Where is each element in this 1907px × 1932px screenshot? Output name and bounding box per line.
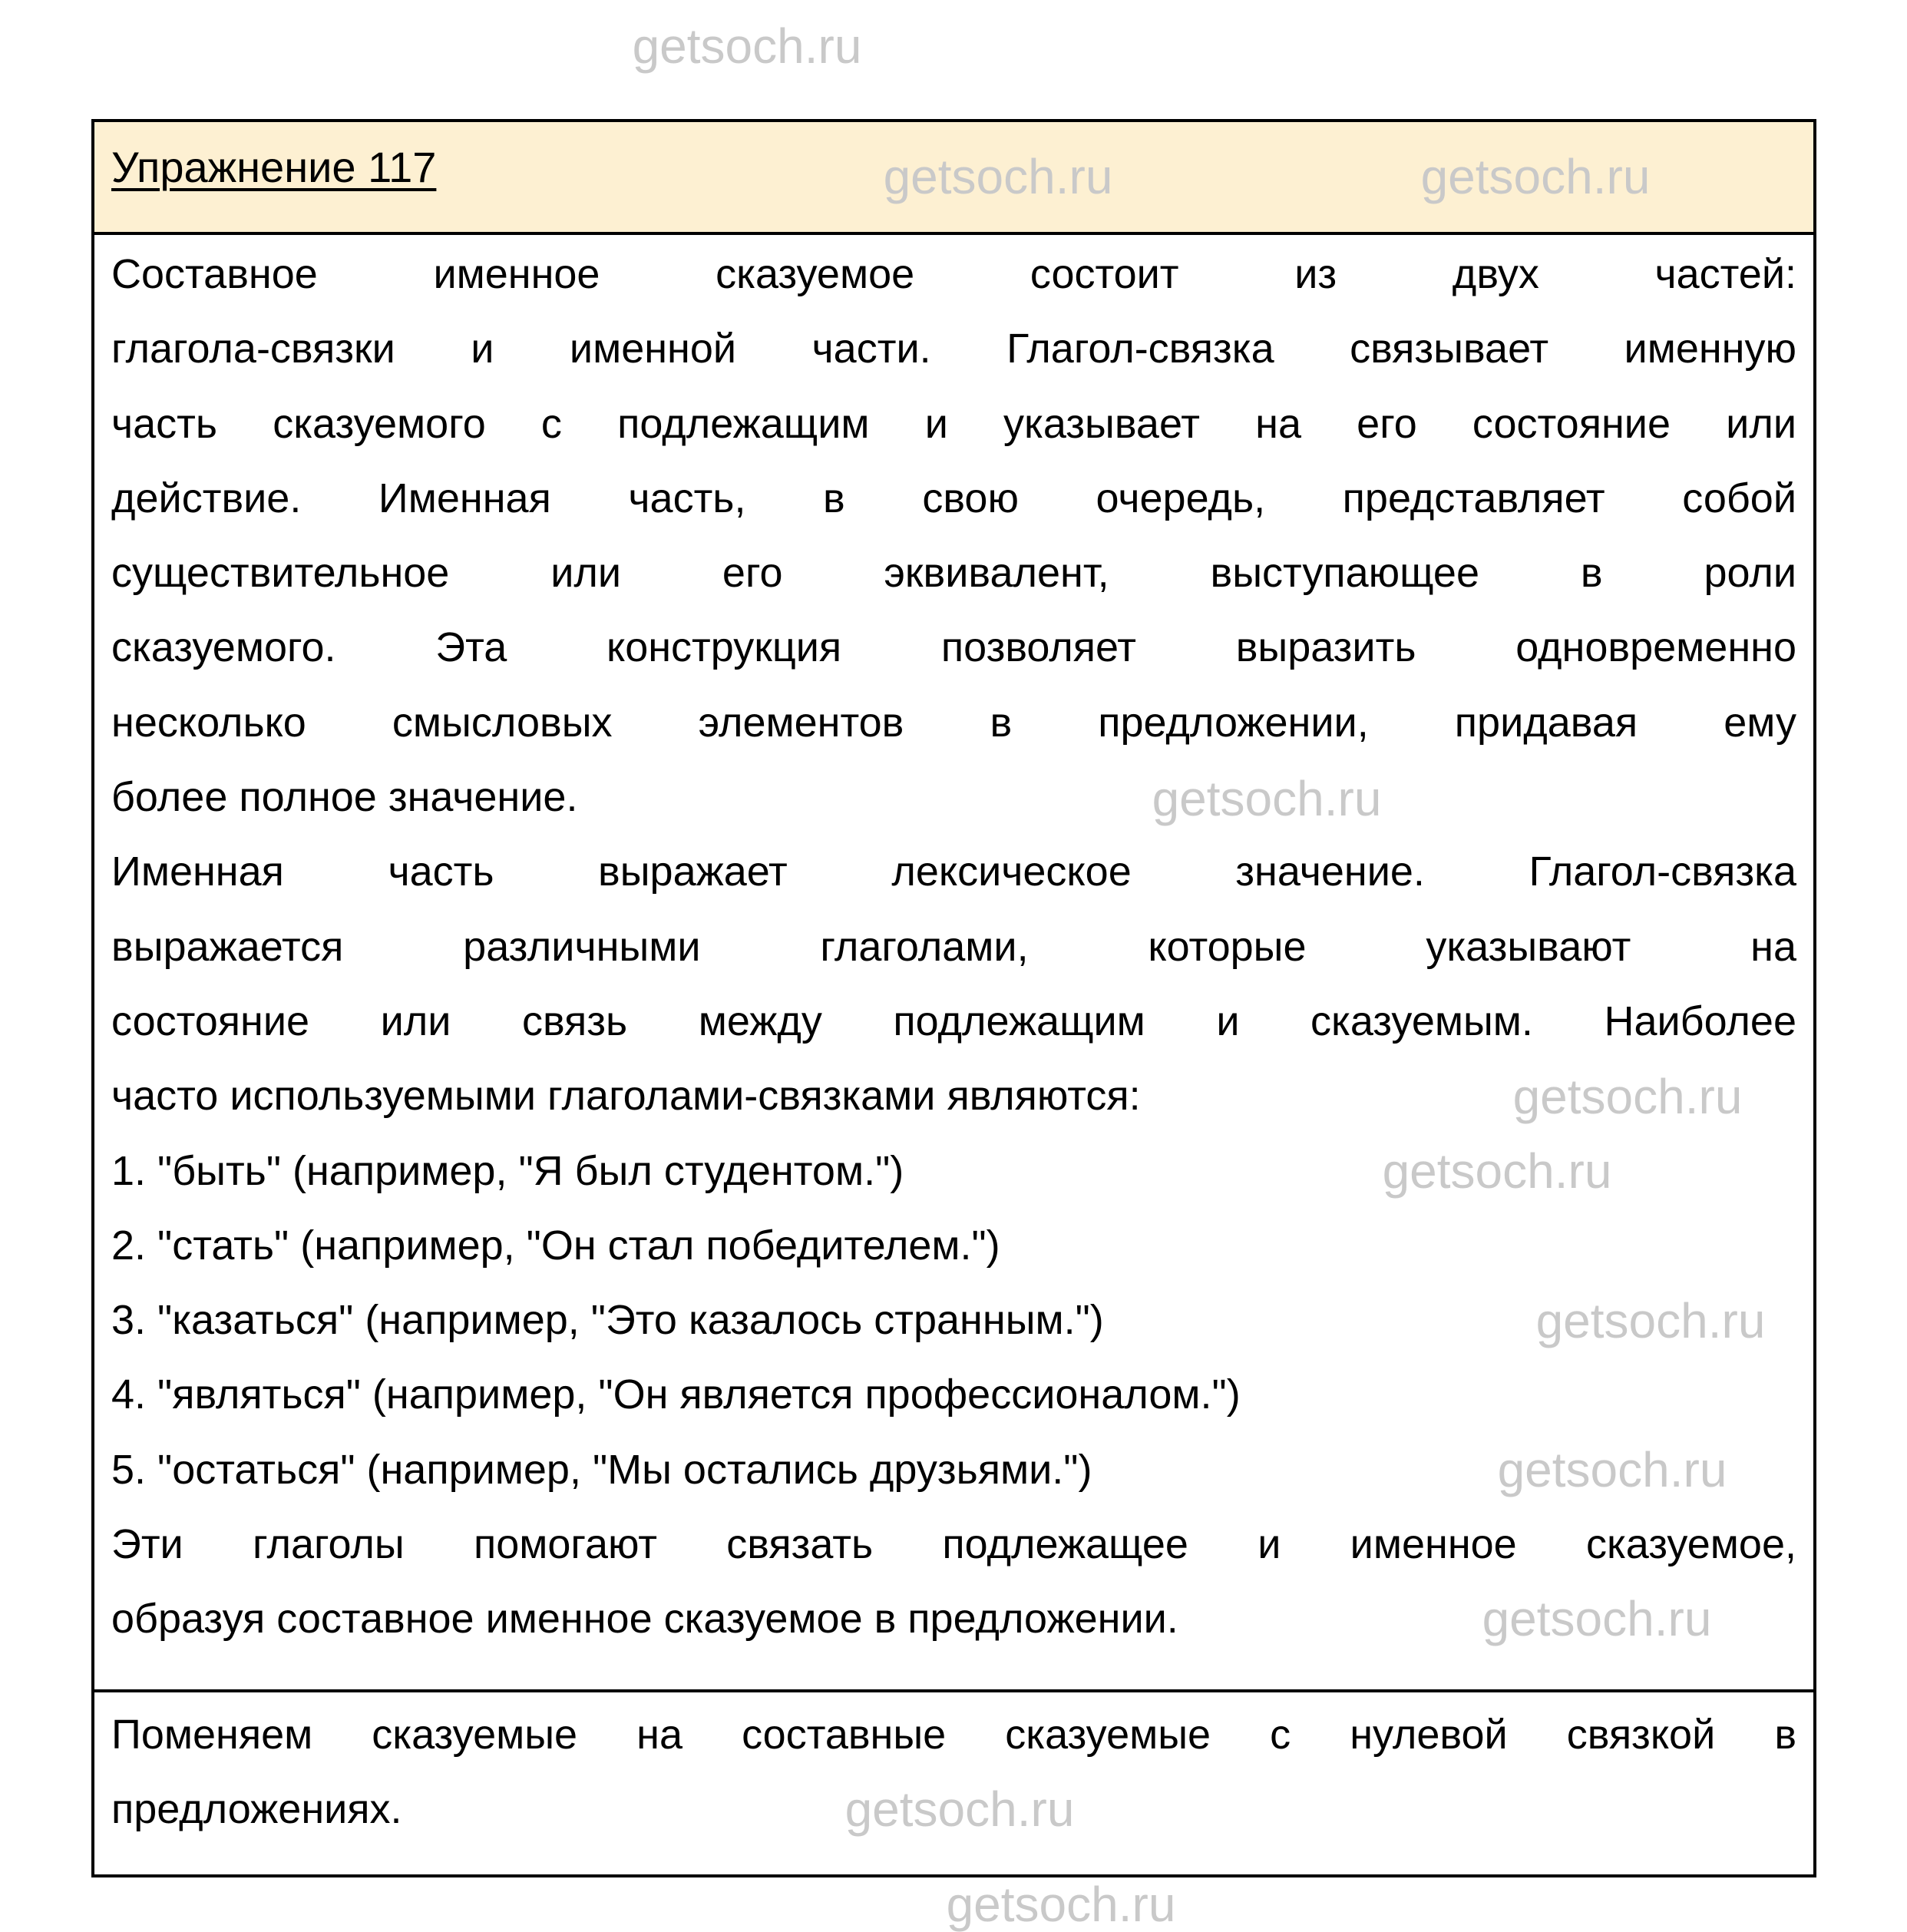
exercise-header xyxy=(94,122,1813,235)
text-line: 1. "быть" (например, "Я был студентом.") xyxy=(111,1147,904,1194)
text-line: более полное значение. xyxy=(111,774,578,821)
text-line: состояние или связь между подлежащим и сказуемым. Наиболее xyxy=(111,997,1796,1044)
watermark: getsoch.ru xyxy=(632,18,862,74)
exercise-card xyxy=(91,119,1816,1877)
watermark: getsoch.ru xyxy=(1482,1591,1712,1646)
section-divider xyxy=(94,1689,1813,1692)
watermark: getsoch.ru xyxy=(1512,1069,1743,1124)
watermark: getsoch.ru xyxy=(1497,1442,1727,1497)
watermark: getsoch.ru xyxy=(1420,149,1651,204)
text-line: Эти глаголы помогают связать подлежащее и именное сказуемое, xyxy=(111,1521,1796,1568)
watermark: getsoch.ru xyxy=(1535,1293,1766,1348)
text-line: предложениях. xyxy=(111,1786,402,1833)
watermark: getsoch.ru xyxy=(844,1781,1075,1837)
text-line: Именная часть выражает лексическое значение. Глагол-связка xyxy=(111,849,1796,895)
text-line: существительное или его эквивалент, выступающее в роли xyxy=(111,550,1796,597)
text-line: глагола-связки и именной части. Глагол-связка связывает именную xyxy=(111,326,1796,372)
text-line: несколько смысловых элементов в предложении, придавая ему xyxy=(111,699,1796,746)
text-line: 5. "остаться" (например, "Мы остались друзьями.") xyxy=(111,1446,1092,1493)
watermark: getsoch.ru xyxy=(1152,771,1382,826)
text-line: образуя составное именное сказуемое в предложении. xyxy=(111,1596,1178,1643)
text-line: часто используемыми глаголами-связками являются: xyxy=(111,1073,1141,1120)
text-line: 3. "казаться" (например, "Это казалось странным.") xyxy=(111,1297,1104,1344)
text-line: часть сказуемого с подлежащим и указывает на его состояние или xyxy=(111,400,1796,447)
text-line: Поменяем сказуемые на составные сказуемые с нулевой связкой в xyxy=(111,1712,1796,1758)
text-line: 4. "являться" (например, "Он является профессионалом.") xyxy=(111,1371,1241,1418)
text-line: Составное именное сказуемое состоит из двух частей: xyxy=(111,251,1796,297)
exercise-title: Упражнение 117 xyxy=(111,143,437,191)
watermark: getsoch.ru xyxy=(883,149,1113,204)
watermark: getsoch.ru xyxy=(1382,1143,1612,1199)
watermark: getsoch.ru xyxy=(946,1877,1176,1932)
task-text xyxy=(111,1698,1796,1848)
text-line: действие. Именная часть, в свою очередь, представляет собой xyxy=(111,475,1796,521)
text-line: 2. "стать" (например, "Он стал победителем.") xyxy=(111,1222,1000,1269)
explanation-text xyxy=(111,237,1796,1657)
text-line: сказуемого. Эта конструкция позволяет выразить одновременно xyxy=(111,624,1796,671)
text-line: выражается различными глаголами, которые указывают на xyxy=(111,923,1796,970)
